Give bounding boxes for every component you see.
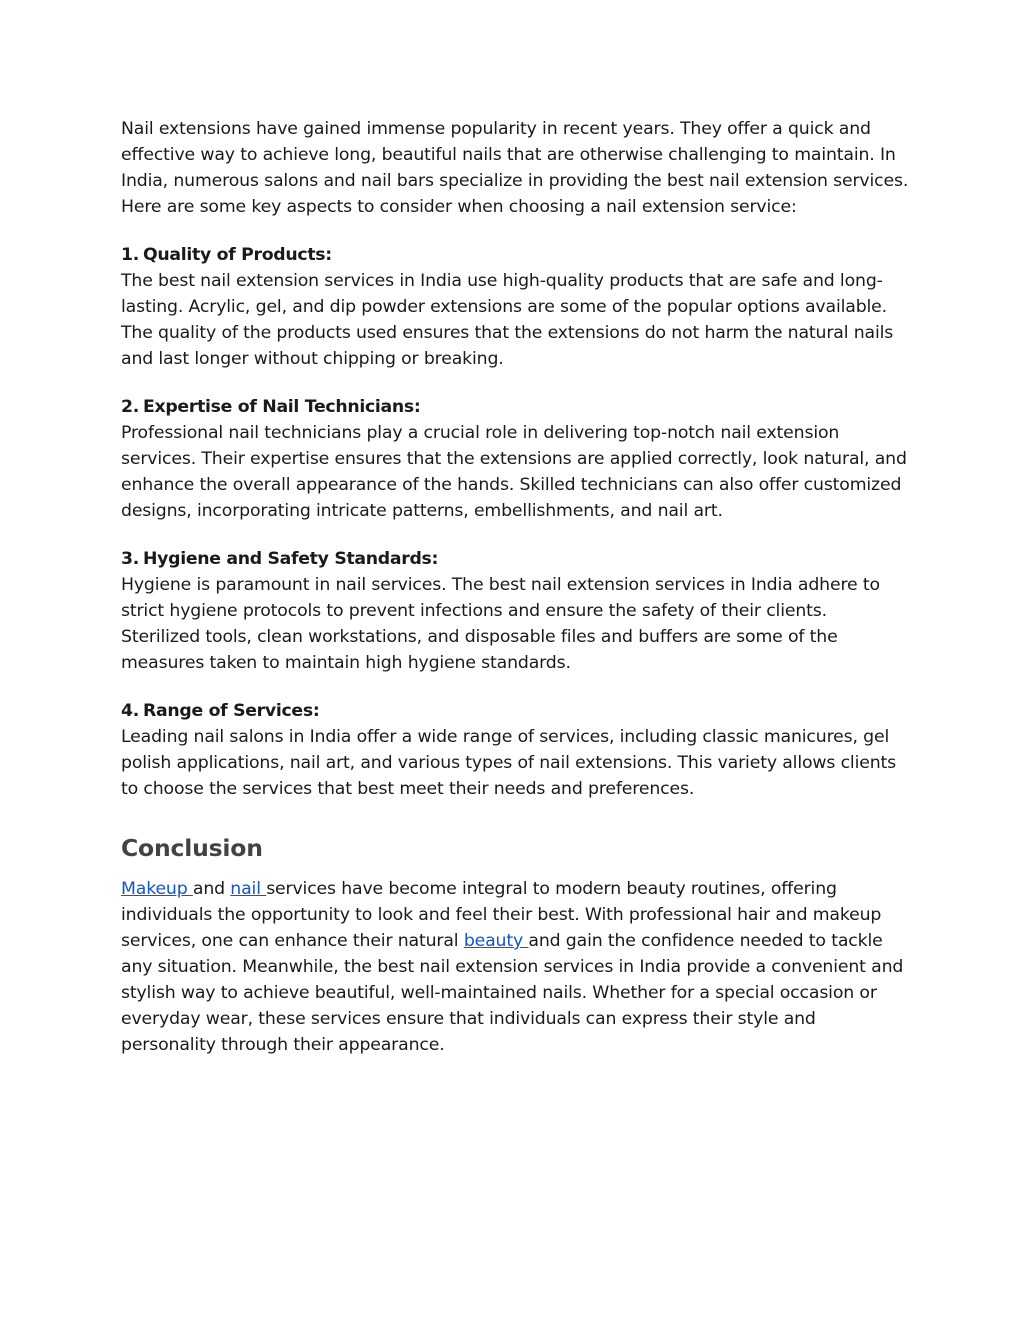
section-expertise-of-nail-technicians [121,394,911,524]
section-title: Hygiene and Safety Standards: [143,549,439,569]
section-body: Hygiene is paramount in nail services. The best nail extension services in India adhere to strict hygiene protocols to prevent infections and ensure the safety of their clients. Sterilized tools, clean workstations, and disposable files and buffers are some of the measures taken to maintain high hygiene standards. [121,575,880,673]
section-body: Professional nail technicians play a crucial role in delivering top-notch nail extension services. Their expertise ensures that the extensions are applied correctly, look natural, and enhance the overall appearance of the hands. Skilled technicians can also offer customized designs, incorporating intricate patterns, embellishments, and nail art. [121,423,907,521]
conclusion-heading: Conclusion [121,834,263,862]
conclusion-text-3: and gain the confidence needed to tackle any situation. Meanwhile, the best nail extension services in India provide a convenient and stylish way to achieve beautiful, well-maintained nails. Whether for a special occasion or everyday wear, these services ensure that individuals can express their style and personality through their appearance. [121,931,904,1055]
section-number: 1. [121,245,139,265]
section-number: 4. [121,701,139,721]
section-range-of-services [121,698,911,802]
conclusion-paragraph [121,876,911,1058]
section-quality-of-products [121,242,911,372]
intro-paragraph: Nail extensions have gained immense popularity in recent years. They offer a quick and effective way to achieve long, beautiful nails that are otherwise challenging to maintain. In India, numerous salons and nail bars specialize in providing the best nail extension services. Here are some key aspects to consider when choosing a nail extension service: [121,119,909,217]
section-title: Quality of Products: [143,245,332,265]
section-heading [121,242,911,268]
section-body: The best nail extension services in India use high-quality products that are safe and long-lasting. Acrylic, gel, and dip powder extensions are some of the popular options available. The quality of the products used ensures that the extensions do not harm the natural nails and last longer without chipping or breaking. [121,271,894,369]
nail-link[interactable]: nail [230,879,267,899]
beauty-link[interactable]: beauty [463,931,529,951]
section-heading [121,546,911,572]
conclusion-text-2: services have become integral to modern beauty routines, offering individuals the opportunity to look and feel their best. With professional hair and makeup services, one can enhance their natural [121,879,882,951]
section-hygiene-and-safety [121,546,911,676]
section-title: Expertise of Nail Technicians: [143,397,421,417]
section-body: Leading nail salons in India offer a wide range of services, including classic manicures, gel polish applications, nail art, and various types of nail extensions. This variety allows clients to choose the services that best meet their needs and preferences. [121,727,897,799]
document-page [121,116,911,1058]
section-number: 3. [121,549,139,569]
conclusion-text-1: and [192,879,231,899]
section-heading [121,394,911,420]
section-heading [121,698,911,724]
section-title: Range of Services: [143,701,320,721]
makeup-link[interactable]: Makeup [121,879,193,899]
section-number: 2. [121,397,139,417]
